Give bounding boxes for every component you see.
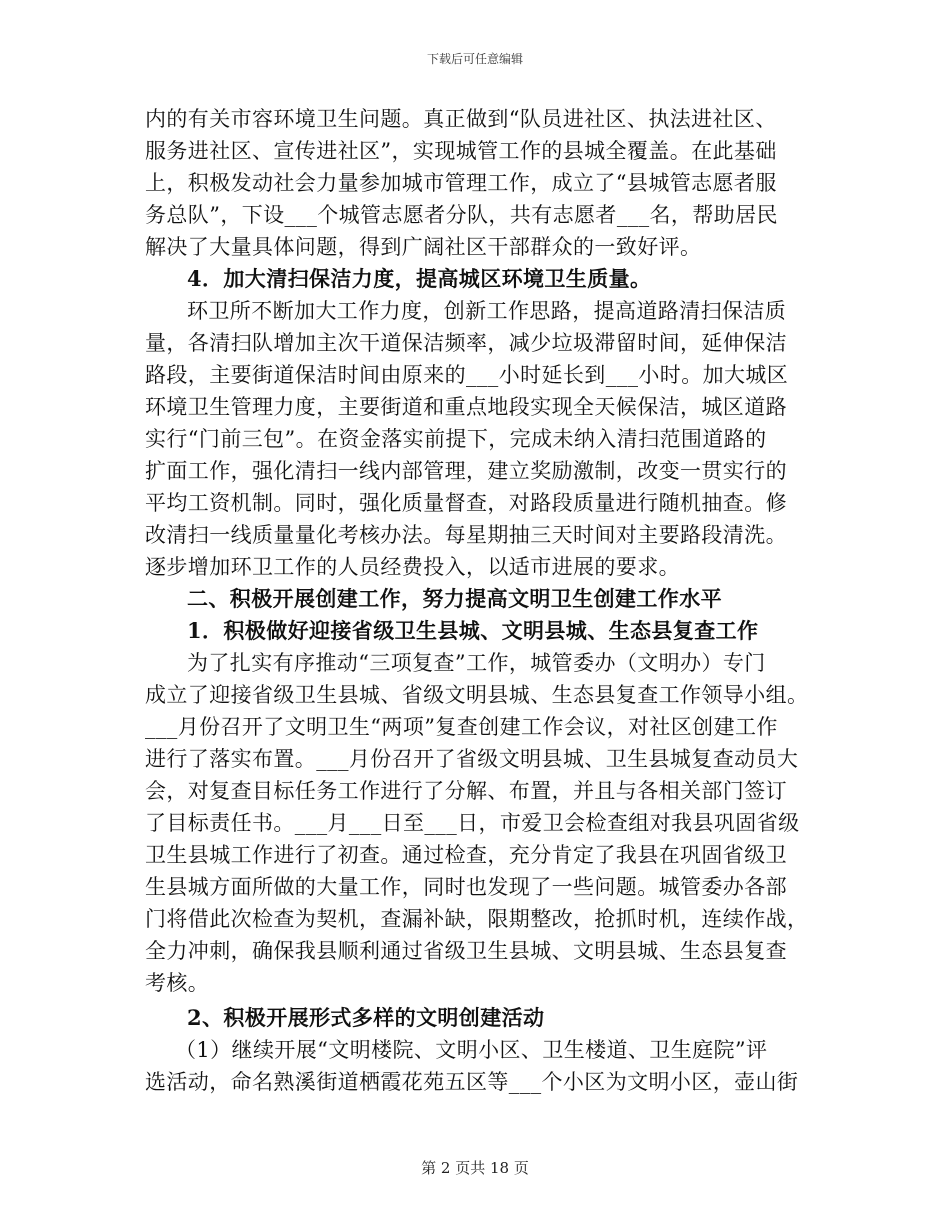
paragraph-line: 量，各清扫队增加主次干道保洁频率，减少垃圾滞留时间，延伸保洁 bbox=[145, 331, 787, 355]
paragraph-line: 为了扎实有序推动“三项复查”工作，城管委办（文明办）专门 bbox=[187, 651, 766, 675]
paragraph-line: 门将借此次检查为契机，查漏补缺，限期整改，抢抓时机，连续作战， bbox=[145, 907, 809, 931]
paragraph-line: ___月份召开了文明卫生“两项”复查创建工作会议，对社区创建工作 bbox=[145, 715, 778, 739]
chapter-heading: 二、积极开展创建工作，努力提高文明卫生创建工作水平 bbox=[187, 586, 722, 611]
paragraph-line: 了目标责任书。___月___日至___日，市爱卫会检查组对我县巩固省级 bbox=[145, 811, 800, 835]
paragraph-line: 进行了落实布置。___月份召开了省级文明县城、卫生县城复查动员大 bbox=[145, 747, 799, 771]
paragraph-line: 成立了迎接省级卫生县城、省级文明县城、生态县复查工作领导小组。 bbox=[145, 683, 809, 707]
paragraph-line: 内的有关市容环境卫生问题。真正做到“队员进社区、执法进社区、 bbox=[145, 107, 777, 131]
page-footer: 第 2 页共 18 页 bbox=[421, 1159, 529, 1177]
section-heading: 4．加大清扫保洁力度，提高城区环境卫生质量。 bbox=[187, 266, 652, 291]
paragraph-line: （1）继续开展“文明楼院、文明小区、卫生楼道、卫生庭院”评 bbox=[175, 1038, 768, 1062]
paragraph-line: 选活动，命名熟溪街道栖霞花苑五区等___个小区为文明小区，壶山街 bbox=[145, 1070, 799, 1094]
paragraph-line: 会，对复查目标任务工作进行了分解、布置，并且与各相关部门签订 bbox=[145, 779, 787, 803]
paragraph-line: 生县城方面所做的大量工作，同时也发现了一些问题。城管委办各部 bbox=[145, 875, 787, 899]
paragraph-line: 平均工资机制。同时，强化质量督查，对路段质量进行随机抽查。修 bbox=[145, 491, 787, 515]
document-body bbox=[145, 103, 810, 1098]
paragraph-line: 路段，主要街道保洁时间由原来的___小时延长到___小时。加大城区 bbox=[145, 363, 789, 387]
section-heading: 1．积极做好迎接省级卫生县城、文明县城、生态县复查工作 bbox=[187, 618, 759, 643]
paragraph-line: 实行“门前三包”。在资金落实前提下，完成未纳入清扫范围道路的 bbox=[145, 427, 767, 451]
paragraph-line: 考核。 bbox=[145, 971, 210, 995]
paragraph-line: 扩面工作，强化清扫一线内部管理，建立奖励激制，改变一贯实行的 bbox=[145, 459, 787, 483]
paragraph-line: 解决了大量具体问题，得到广阔社区干部群众的一致好评。 bbox=[145, 235, 702, 259]
paragraph-line: 改清扫一线质量量化考核办法。每星期抽三天时间对主要路段清洗。 bbox=[145, 523, 787, 547]
section-heading: 2、积极开展形式多样的文明创建活动 bbox=[187, 1005, 545, 1030]
paragraph-line: 环境卫生管理力度，主要街道和重点地段实现全天候保洁，城区道路 bbox=[145, 395, 787, 419]
paragraph-line: 卫生县城工作进行了初查。通过检查，充分肯定了我县在巩固省级卫 bbox=[145, 843, 787, 867]
page-header: 下载后可任意编辑 bbox=[426, 52, 523, 66]
paragraph-line: 服务进社区、宣传进社区”，实现城管工作的县城全覆盖。在此基础 bbox=[145, 139, 777, 163]
paragraph-line: 环卫所不断加大工作力度，创新工作思路，提高道路清扫保洁质 bbox=[187, 299, 787, 323]
paragraph-line: 上，积极发动社会力量参加城市管理工作，成立了“县城管志愿者服 bbox=[145, 171, 777, 195]
paragraph-line: 全力冲刺，确保我县顺利通过省级卫生县城、文明县城、生态县复查 bbox=[145, 939, 787, 963]
paragraph-line: 逐步增加环卫工作的人员经费投入，以适市进展的要求。 bbox=[145, 555, 680, 579]
paragraph-line: 务总队”，下设___个城管志愿者分队，共有志愿者___名，帮助居民 bbox=[145, 203, 778, 227]
